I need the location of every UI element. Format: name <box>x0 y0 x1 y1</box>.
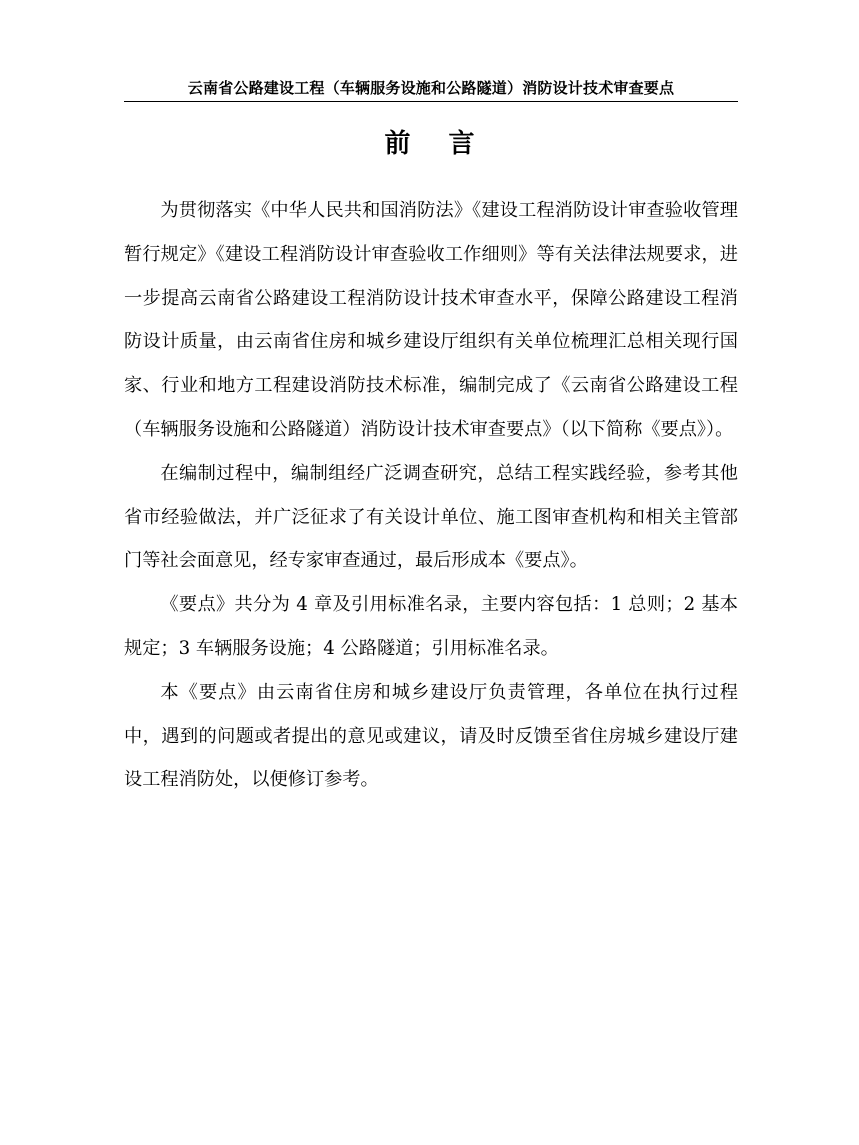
body-text <box>124 189 738 802</box>
paragraph: 《要点》共分为 4 章及引用标准名录，主要内容包括：1 总则；2 基本规定；3 车辆服务设施；4 公路隧道；引用标准名录。 <box>124 594 738 659</box>
page-title: 前言 <box>384 129 513 159</box>
paragraph: 在编制过程中，编制组经广泛调查研究，总结工程实践经验，参考其他省市经验做法，并广泛征求了有关设计单位、施工图审查机构和相关主管部门等社会面意见，经专家审查通过，最后形成本《要点》。 <box>124 462 738 572</box>
header-rule <box>124 101 738 102</box>
paragraph: 本《要点》由云南省住房和城乡建设厅负责管理，各单位在执行过程中，遇到的问题或者提出的意见或建议，请及时反馈至省住房城乡建设厅建设工程消防处，以便修订参考。 <box>124 681 738 791</box>
running-header: 云南省公路建设工程（车辆服务设施和公路隧道）消防设计技术审查要点 <box>187 79 675 97</box>
paragraph: 为贯彻落实《中华人民共和国消防法》《建设工程消防设计审查验收管理暂行规定》《建设工程消防设计审查验收工作细则》等有关法律法规要求，进一步提高云南省公路建设工程消防设计技术审查水平，保障公路建设工程消防设计质量，由云南省住房和城乡建设厅组织有关单位梳理汇总相关现行国家、行业和地方工程建设消防技术标准，编制完成了《云南省公路建设工程（车辆服务设施和公路隧道）消防设计技术审查要点》（以下简称《要点》）。 <box>124 200 738 440</box>
